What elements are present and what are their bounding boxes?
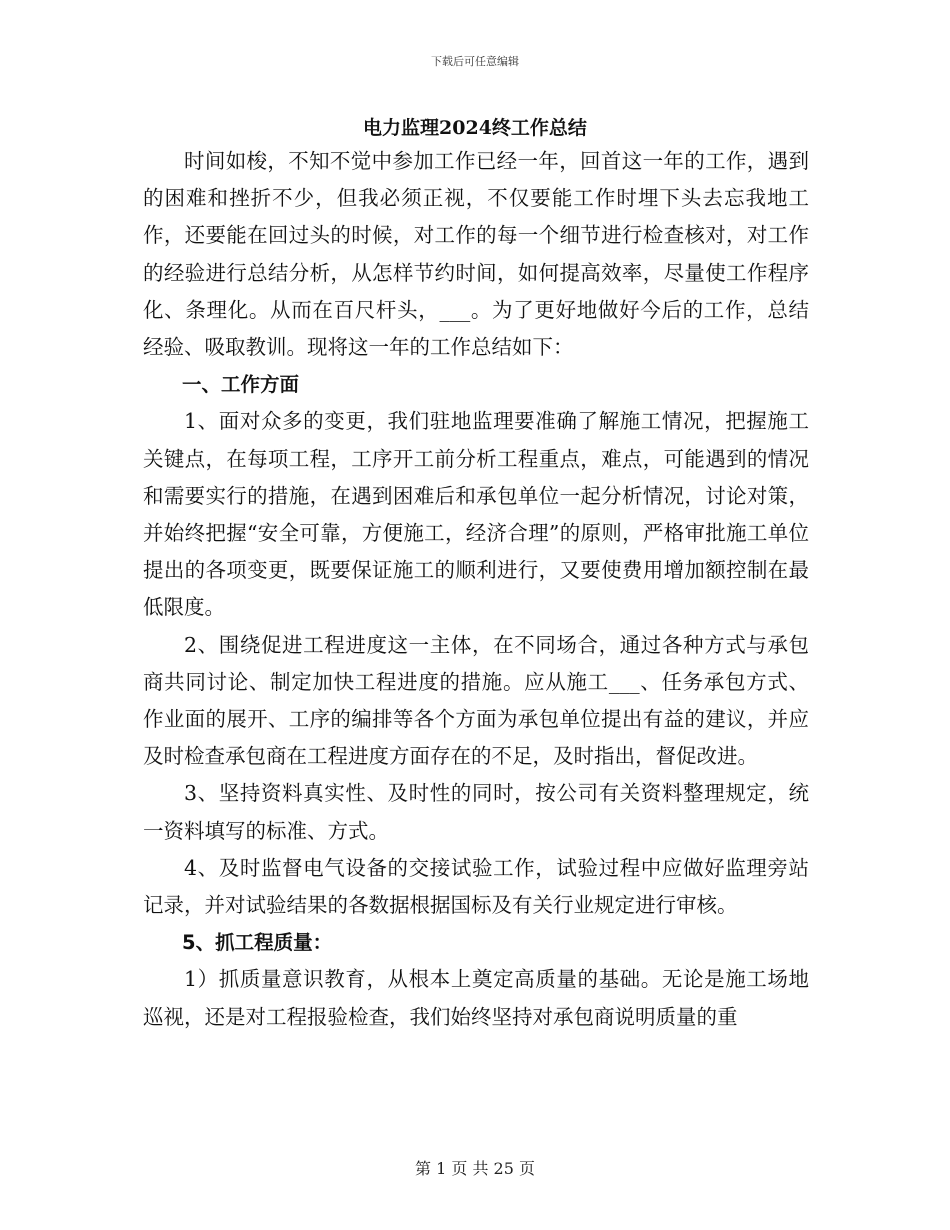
work-item-2: 2、围绕促进工程进度这一主体，在不同场合，通过各种方式与承包商共同讨论、制定加快工程进度的措施。应从施工___、任务承包方式、作业面的展开、工序的编排等各个方面为承包单位提出有益的建议，并应及时检查承包商在工程进度方面存在的不足，及时指出，督促改进。 bbox=[143, 632, 809, 769]
work-item-3: 3、坚持资料真实性、及时性的同时，按公司有关资料整理规定，统一资料填写的标准、方式。 bbox=[143, 781, 809, 843]
work-item-1: 1、面对众多的变更，我们驻地监理要准确了解施工情况，把握施工关键点，在每项工程，工序开工前分析工程重点，难点，可能遇到的情况和需要实行的措施，在遇到困难后和承包单位一起分析情况，讨论对策，并始终把握“安全可靠，方便施工，经济合理”的原则，严格审批施工单位提出的各项变更，既要保证施工的顺利进行，又要使费用增加额控制在最低限度。 bbox=[143, 409, 809, 620]
work-item-4: 4、及时监督电气设备的交接试验工作，试验过程中应做好监理旁站记录，并对试验结果的各数据根据国标及有关行业规定进行审核。 bbox=[143, 855, 809, 918]
section-heading-work: 一、工作方面 bbox=[182, 373, 300, 397]
work-item-5-1: 1）抓质量意识教育，从根本上奠定高质量的基础。无论是施工场地巡视，还是对工程报验检查，我们始终坚持对承包商说明质量的重 bbox=[143, 967, 809, 1029]
document-title: 电力监理2024终工作总结 bbox=[363, 117, 587, 139]
intro-paragraph: 时间如梭，不知不觉中参加工作已经一年，回首这一年的工作，遇到的困难和挫折不少，但我必须正视，不仅要能工作时埋下头去忘我地工作，还要能在回过头的时候，对工作的每一个细节进行检查核对，对工作的经验进行总结分析，从怎样节约时间，如何提高效率，尽量使工作程序化、条理化。从而在百尺杆头，___。为了更好地做好今后的工作，总结经验、吸取教训。现将这一年的工作总结如下： bbox=[143, 149, 809, 360]
header-note: 下载后可任意编辑 bbox=[431, 55, 519, 68]
page-number-footer: 第 1 页 共 25 页 bbox=[415, 1159, 535, 1178]
work-item-5-heading: 5、抓工程质量： bbox=[182, 931, 333, 955]
document-body bbox=[143, 143, 809, 1036]
